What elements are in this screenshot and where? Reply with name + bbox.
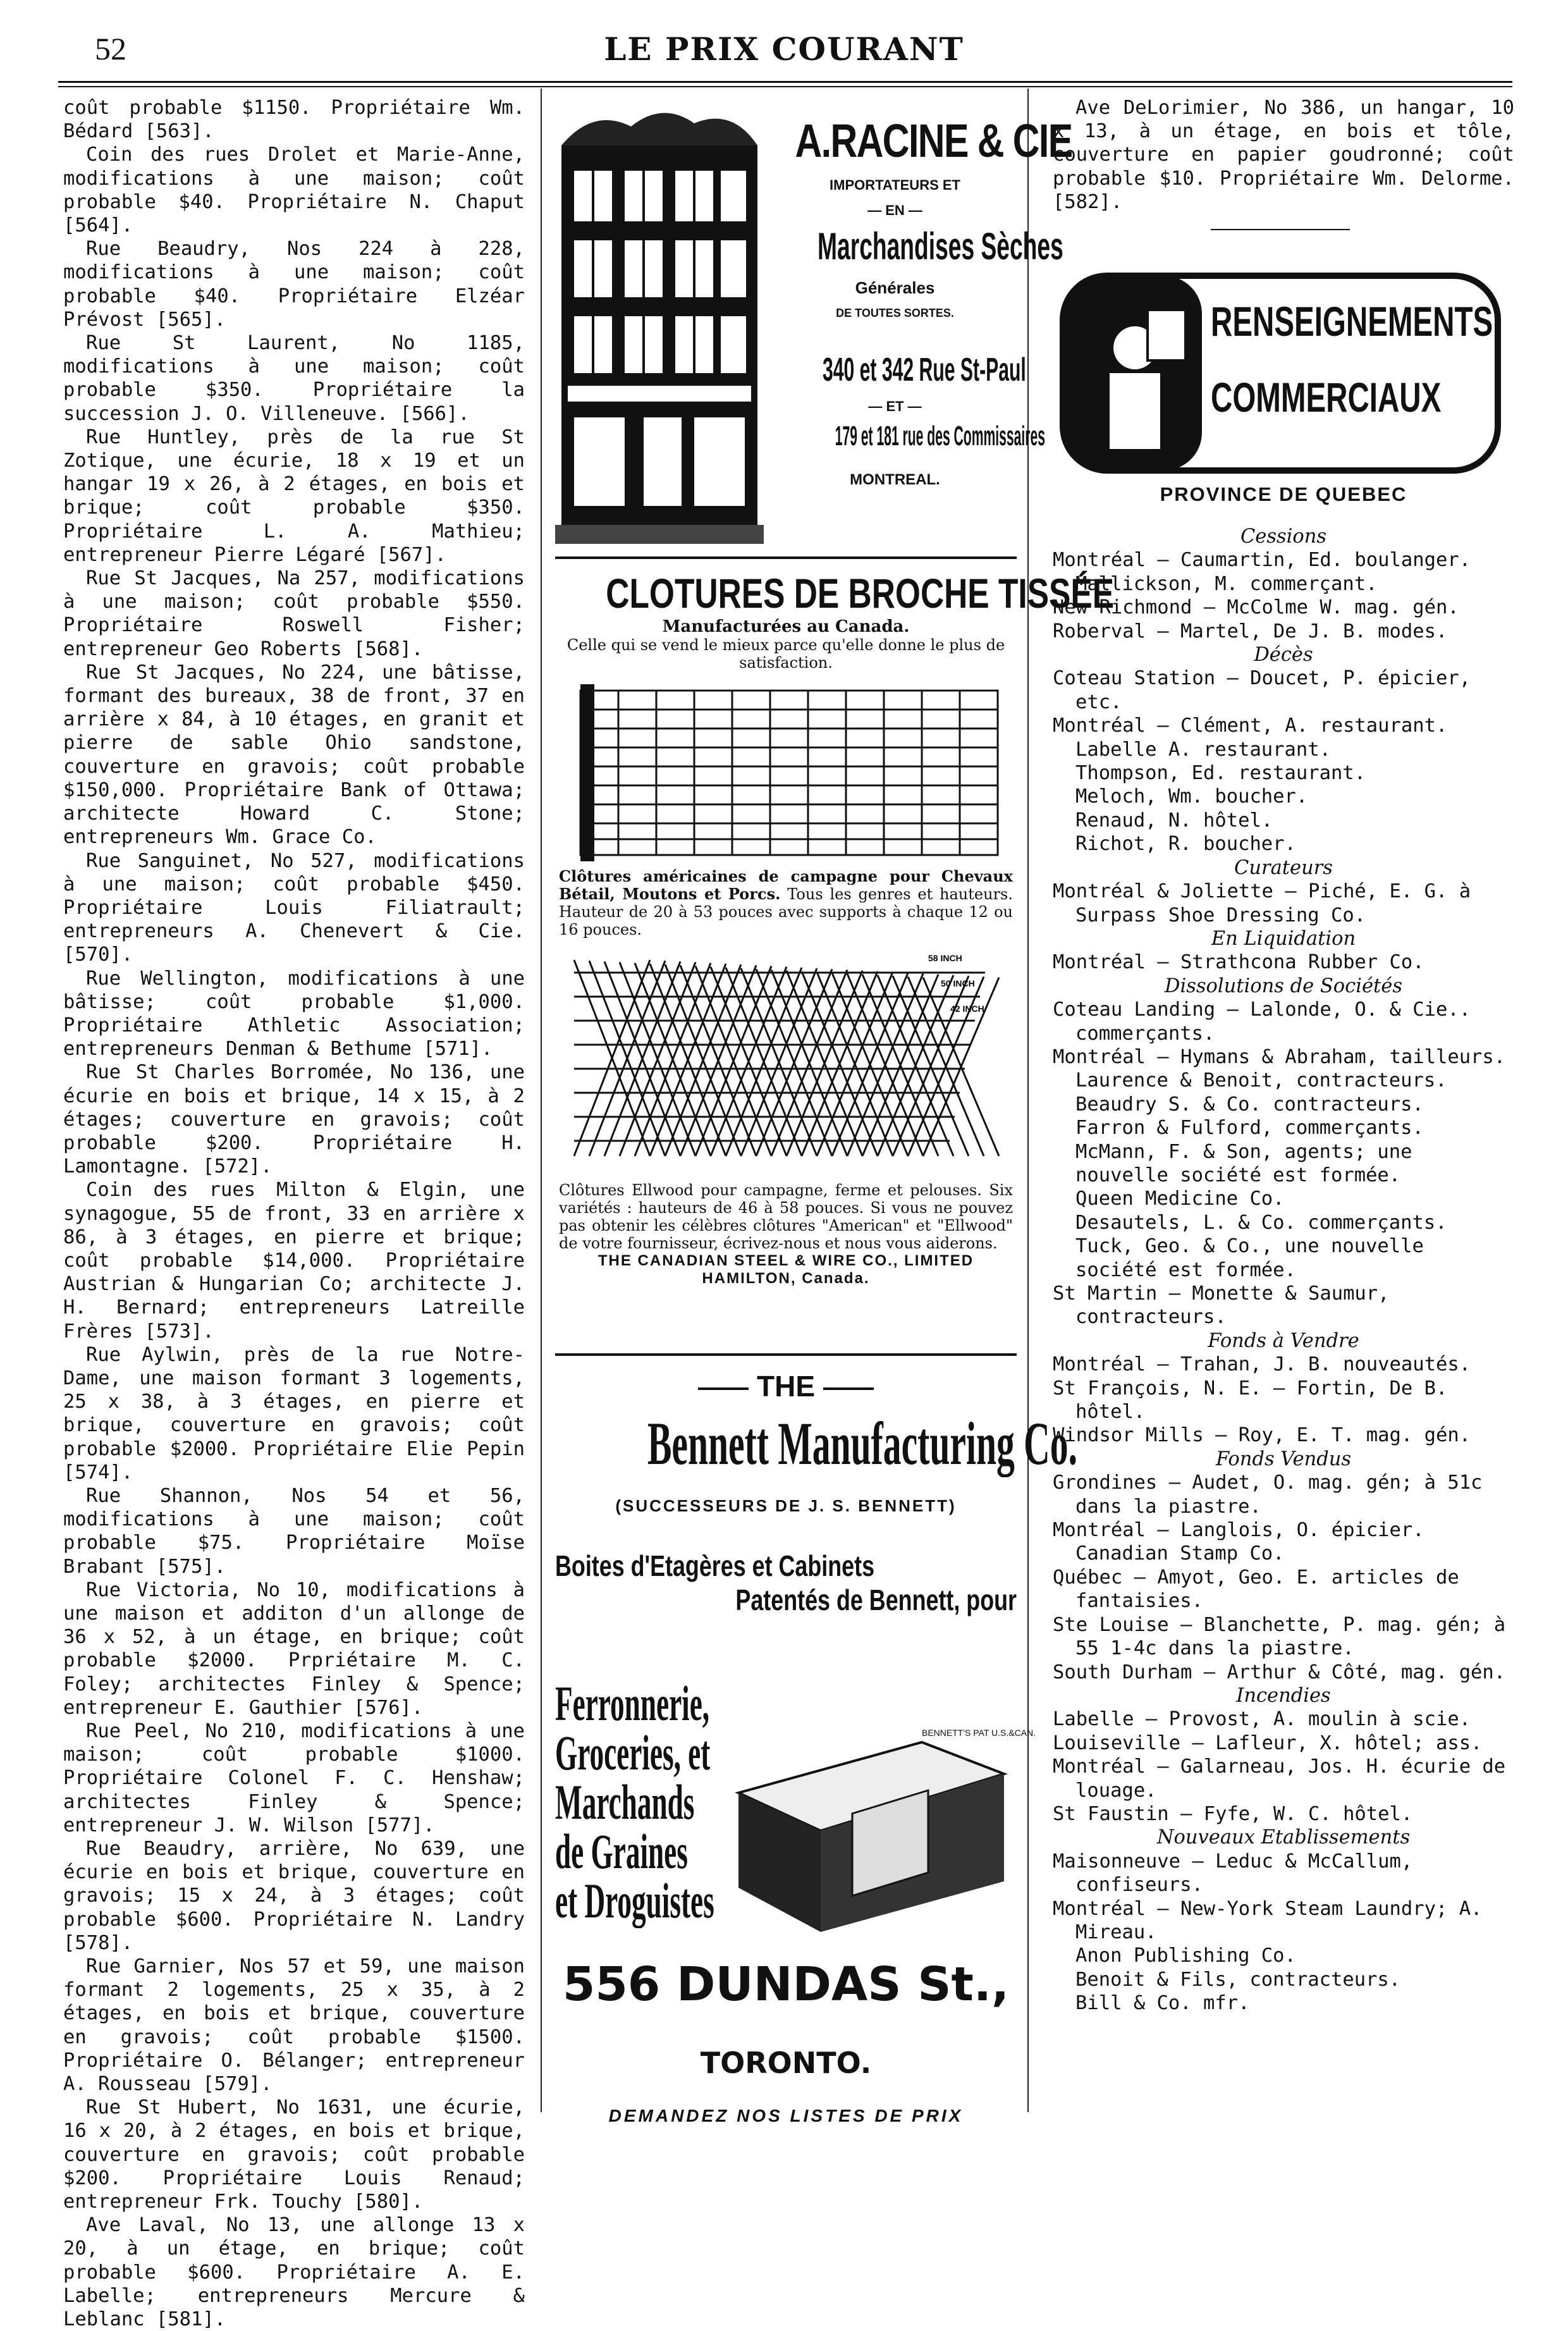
drawer-brand-label: BENNETT'S PAT U.S.&CAN. <box>922 1728 1036 1738</box>
bennett-trades-list <box>555 1676 714 1928</box>
racine-line: DE TOUTES SORTES. <box>836 307 954 319</box>
notice-entry: Montréal — Clément, A. restaurant. <box>1053 715 1448 737</box>
notice-entry: Maisonneuve — Leduc & McCallum, confiseurs. <box>1053 1850 1413 1897</box>
bennett-boites: Boites d'Etagères et Cabinets <box>555 1549 875 1582</box>
permit-entry: Rue St Hubert, No 1631, une écurie, 16 x 20, à 2 étages, en bois et brique, couverture en gravois; coût probable $200. Propriétaire Louis Renaud; entrepreneur Frk. Touchy [580]. <box>63 2096 525 2213</box>
racine-advertisement <box>555 101 1072 544</box>
section-heading: Curateurs <box>1234 856 1333 879</box>
bennett-company-name: Bennett Manufacturing Co. <box>647 1410 1077 1477</box>
bennett-the-banner <box>555 1369 1017 1403</box>
bennett-advertisement <box>555 1369 1077 2128</box>
clotures-intro: Celle qui se vend le mieux parce qu'elle donne le plus de satisfaction. <box>567 636 1005 672</box>
notice-entry: Labelle — Provost, A. moulin à scie. <box>1053 1708 1471 1731</box>
permit-entry: Rue St Jacques, Na 257, modifications à une maison; coût probable $550. Propriétaire Roswell Fisher; entrepreneur Geo Roberts [568]. <box>63 567 525 660</box>
notice-entry: Richot, R. boucher. <box>1075 833 1296 856</box>
permit-entry: Rue Beaudry, arrière, No 639, une écurie en bois et brique, couverture en gravois; 15 x 24, à 3 étages; coût probable $600. Propriétaire N. Landry [578]. <box>63 1838 525 1954</box>
notice-entry: Ste Louise — Blanchette, P. mag. gén; à 55 1-4c dans la piastre. <box>1053 1613 1506 1660</box>
notice-entry: Québec — Amyot, Geo. E. articles de fantaisies. <box>1053 1566 1459 1613</box>
notice-entry: Canadian Stamp Co. <box>1075 1542 1285 1565</box>
fence-height-label-42: 42 INCH <box>950 1004 984 1014</box>
notice-entry: Meloch, Wm. boucher. <box>1075 785 1308 808</box>
ad-separator <box>555 557 1017 559</box>
notice-entry: Desautels, L. & Co. commerçants. <box>1075 1211 1447 1234</box>
section-heading: Décès <box>1254 644 1313 667</box>
notice-entry: Beaudry S. & Co. contracteurs. <box>1075 1093 1424 1116</box>
bennett-successors: (SUCCESSEURS DE J. S. BENNETT) <box>615 1496 957 1515</box>
racine-line: — ET — <box>868 398 922 414</box>
notice-entry: Grondines — Audet, O. mag. gén; à 51c dans la piastre. <box>1053 1472 1483 1518</box>
commerciaux-title: COMMERCIAUX <box>1211 374 1442 421</box>
clotures-american-bold: Clôtures américaines de campagne pour Chevaux Bétail, Moutons et Porcs. <box>559 867 1013 903</box>
clotures-subtitle: Manufacturées au Canada. <box>662 617 910 636</box>
province-heading: PROVINCE DE QUEBEC <box>1160 483 1407 505</box>
notice-entry: South Durham — Arthur & Côté, mag. gén. <box>1053 1661 1506 1683</box>
racine-line: Marchandises Sèches <box>818 225 1063 268</box>
clotures-city: HAMILTON, Canada. <box>702 1270 870 1287</box>
fence-height-label-58: 58 INCH <box>928 953 962 963</box>
notice-entry: St François, N. E. — Fortin, De B. hôtel. <box>1053 1377 1448 1424</box>
permit-entry: Rue Victoria, No 10, modifications à une maison et additon d'un allonge de 36 x 52, à un étage, en brique; coût probable $2000. Prpriétaire M. C. Foley; architectes Finley & Spence; entrepreneur E. Gauthier [576]. <box>63 1578 525 1719</box>
permit-entry: Rue Aylwin, près de la rue Notre-Dame, une maison formant 3 logements, 25 x 38, à 3 étages, en pierre et brique, couverture en gravois; coût probable $2000. Propriétaire Elie Pepin [574]. <box>63 1343 525 1484</box>
notice-entry: Roberval — Martel, De J. B. modes. <box>1053 620 1448 643</box>
bennett-trade: Groceries, et <box>555 1725 711 1780</box>
bennett-city: TORONTO. <box>700 2046 872 2080</box>
building-permits-column <box>63 96 525 2331</box>
clotures-american-text <box>559 868 1013 938</box>
permit-entry: Rue Wellington, modifications à une bâtisse; coût probable $1,000. Propriétaire Athletic Association; entrepreneurs Denman & Bethume [571]. <box>63 967 525 1061</box>
ad-separator <box>555 1353 1017 1356</box>
racine-line: Générales <box>855 278 935 297</box>
commercial-notices-list <box>1053 525 1514 2015</box>
notice-entry: Montréal — Caumartin, Ed. boulanger. <box>1053 549 1471 572</box>
permit-entry: Ave DeLorimier, No 386, un hangar, 10 x 13, à un étage, en bois et tôle, couverture en papier goudronné; coût probable $10. Propriétaire Wm. Delorme. [582]. <box>1053 97 1514 213</box>
notice-entry: Windsor Mills — Roy, E. T. mag. gén. <box>1053 1424 1471 1447</box>
column-divider-left <box>541 89 542 2112</box>
header-rule <box>58 81 1512 83</box>
section-heading: Fonds Vendus <box>1215 1448 1352 1470</box>
section-heading: En Liquidation <box>1211 927 1356 950</box>
notice-entry: Montréal & Joliette — Piché, E. G. à Surpass Shoe Dressing Co. <box>1053 880 1471 926</box>
permit-entry: Rue Garnier, Nos 57 et 59, une maison formant 2 logements, 25 x 35, à 2 étages, en bois et brique, couverture en gravois; coût probable $1500. Propriétaire O. Bélanger; entrepreneur A. Rousseau [579]. <box>63 1955 525 2096</box>
racine-company-name: A.RACINE & CIE <box>795 114 1072 167</box>
bennett-trade: de Graines <box>555 1824 688 1879</box>
renseignements-title: RENSEIGNEMENTS <box>1211 298 1493 345</box>
column-three-top <box>1053 96 1514 214</box>
notice-entry: Mallickson, M. commerçant. <box>1075 572 1378 595</box>
clotures-ellwood-text: Clôtures Ellwood pour campagne, ferme et pelouses. Six variétés : hauteurs de 46 à 58 pouces. Si vous ne pouvez pas obtenir les célèbres clôtures "American" et "Ellwood" de votre fournisseur, écrivez-nous et nous vous aiderons. <box>559 1181 1013 1252</box>
clotures-title: CLOTURES DE BROCHE TISSÉE <box>606 570 1115 617</box>
bennett-trade: Ferronnerie, <box>555 1676 710 1731</box>
fence-grid-illustration <box>555 678 1017 868</box>
section-heading: Dissolutions de Sociétés <box>1164 975 1402 997</box>
section-heading: Fonds à Vendre <box>1208 1329 1359 1352</box>
store-building-illustration <box>555 101 764 544</box>
permit-entry: Rue St Jacques, No 224, une bâtisse, formant des bureaux, 38 de front, 37 en arrière x 84, à 10 étages, en granit et pierre de sable Ohio sandstone, couverture en gravois; coût probable $150,000. Propriétaire Bank of Ottawa; architecte Howard C. Stone; entrepreneurs Wm. Grace Co. <box>63 661 525 849</box>
racine-line: IMPORTATEURS ET <box>830 177 960 193</box>
notice-entry: McMann, F. & Son, agents; une nouvelle société est formée. <box>1075 1140 1412 1186</box>
racine-line: MONTREAL. <box>850 471 940 488</box>
notice-entry: St Martin — Monette & Saumur, contracteurs. <box>1053 1282 1390 1329</box>
notice-entry: St Faustin — Fyfe, W. C. hôtel. <box>1053 1802 1413 1825</box>
notice-entry: Anon Publishing Co. <box>1075 1945 1296 1967</box>
bennett-price-list-prompt: DEMANDEZ NOS LISTES DE PRIX <box>608 2106 964 2125</box>
notice-entry: Coteau Landing — Lalonde, O. & Cie.. commerçants. <box>1053 999 1471 1045</box>
clotures-american-detail: Tous les genres et hauteurs. Hauteur de 20 à 53 pouces avec supports à chaque 12 ou 16 pouces. <box>559 885 1013 938</box>
notice-entry: Montréal — Strathcona Rubber Co. <box>1053 951 1424 974</box>
permit-entry: Rue St Charles Borromée, No 136, une écurie en bois et brique, 14 x 15, à 2 étages; couverture en gravois; coût probable $200. Propriétaire H. Lamontagne. [572]. <box>63 1061 525 1178</box>
notice-entry: Tuck, Geo. & Co., une nouvelle société est formée. <box>1075 1235 1424 1281</box>
permit-entry: Ave Laval, No 13, une allonge 13 x 20, à un étage, en brique; coût probable $600. Propriétaire A. E. Labelle; entrepreneurs Mercure & Leblanc [581]. <box>63 2214 525 2331</box>
notice-entry: Montréal — Trahan, J. B. nouveautés. <box>1053 1353 1471 1376</box>
header-rule-secondary <box>58 86 1512 87</box>
bennett-the: THE <box>757 1370 815 1403</box>
notice-entry: Queen Medicine Co. <box>1075 1188 1285 1210</box>
notice-entry: Louiseville — Lafleur, X. hôtel; ass. <box>1053 1731 1483 1754</box>
permit-entry: Rue Beaudry, Nos 224 à 228, modifications à une maison; coût probable $40. Propriétaire Elzéar Prévost [565]. <box>63 238 525 331</box>
permit-entry: coût probable $1150. Propriétaire Wm. Bédard [563]. <box>63 97 525 143</box>
notice-entry: Montréal — Langlois, O. épicier. <box>1053 1519 1424 1542</box>
bennett-patentes: Patentés de Bennett, pour <box>735 1584 1017 1616</box>
ellwood-fence-illustration <box>555 947 1017 1175</box>
notice-entry: Montréal — Galarneau, Jos. H. écurie de louage. <box>1053 1756 1506 1802</box>
clotures-advertisement <box>555 569 1115 1347</box>
page-title: LE PRIX COURANT <box>604 30 964 68</box>
page-number: 52 <box>95 31 126 66</box>
bennett-trade: et Droguistes <box>555 1873 714 1928</box>
permit-entry: Coin des rues Milton & Elgin, une synagogue, 55 de front, 33 en arrière x 86, à 3 étages, en pierre et brique; coût probable $14,000. Propriétaire Austrian & Hungarian Co; architecte J. H. Bernard; entrepreneurs Latreille Frères [573]. <box>63 1179 525 1343</box>
notice-entry: Labelle A. restaurant. <box>1075 738 1331 761</box>
notice-entry: Benoit & Fils, contracteurs. <box>1075 1968 1401 1991</box>
section-heading: Nouveaux Etablissements <box>1156 1826 1411 1849</box>
notice-entry: Thompson, Ed. restaurant. <box>1075 762 1366 785</box>
notice-entry: Coteau Station — Doucet, P. épicier, etc. <box>1053 667 1471 713</box>
notice-entry: Montréal — Hymans & Abraham, tailleurs. <box>1053 1045 1506 1068</box>
racine-line: 340 et 342 Rue St-Paul <box>822 352 1026 388</box>
notice-entry: Bill & Co. mfr. <box>1075 1992 1250 2015</box>
section-heading: Incendies <box>1236 1684 1331 1707</box>
notice-entry: Laurence & Benoit, contracteurs. <box>1075 1069 1447 1092</box>
notice-entry: Renaud, N. hôtel. <box>1075 809 1273 832</box>
racine-line: 179 et 181 rue des Commissaires <box>835 421 1045 452</box>
permit-entry: Coin des rues Drolet et Marie-Anne, modifications à une maison; coût probable $40. Propriétaire N. Chaput [564]. <box>63 144 525 237</box>
short-divider <box>1211 229 1350 230</box>
bennett-trade: Marchands <box>555 1774 695 1830</box>
bennett-address: 556 DUNDAS St., <box>562 1957 1010 2012</box>
clotures-company: THE CANADIAN STEEL & WIRE CO., LIMITED <box>597 1252 974 1269</box>
permit-entry: Rue Sanguinet, No 527, modifications à une maison; coût probable $450. Propriétaire Louis Filiatrault; entrepreneurs A. Chenevert & Cie. [570]. <box>63 849 525 966</box>
permit-entry: Rue Peel, No 210, modifications à une maison; coût probable $1000. Propriétaire Colonel F. C. Henshaw; architectes Finley & Spence; entrepreneur J. W. Wilson [577]. <box>63 1720 525 1836</box>
permit-entry: Rue Huntley, près de la rue St Zotique, une écurie, 18 x 19 et un hangar 19 x 26, à 2 étages, en bois et brique; coût probable $350. Propriétaire L. A. Mathieu; entrepreneur Pierre Légaré [567]. <box>63 426 525 566</box>
notice-entry: Montréal — New-York Steam Laundry; A. Mireau. <box>1053 1897 1483 1943</box>
fence-height-label-50: 50 INCH <box>941 978 975 988</box>
section-heading: Cessions <box>1240 526 1327 548</box>
notice-entry: New Richmond — McColme W. mag. gén. <box>1053 596 1459 619</box>
permit-entry: Rue Shannon, Nos 54 et 56, modifications à une maison; coût probable $75. Propriétaire Moïse Brabant [575]. <box>63 1484 525 1578</box>
notice-entry: Farron & Fulford, commerçants. <box>1075 1117 1424 1140</box>
drawer-cabinet-illustration <box>713 1698 1036 1938</box>
racine-line: — EN — <box>867 202 922 218</box>
column-divider-right <box>1027 89 1029 2112</box>
permit-entry: Rue St Laurent, No 1185, modifications à une maison; coût probable $350. Propriétaire la succession J. O. Villeneuve. [566]. <box>63 332 525 425</box>
